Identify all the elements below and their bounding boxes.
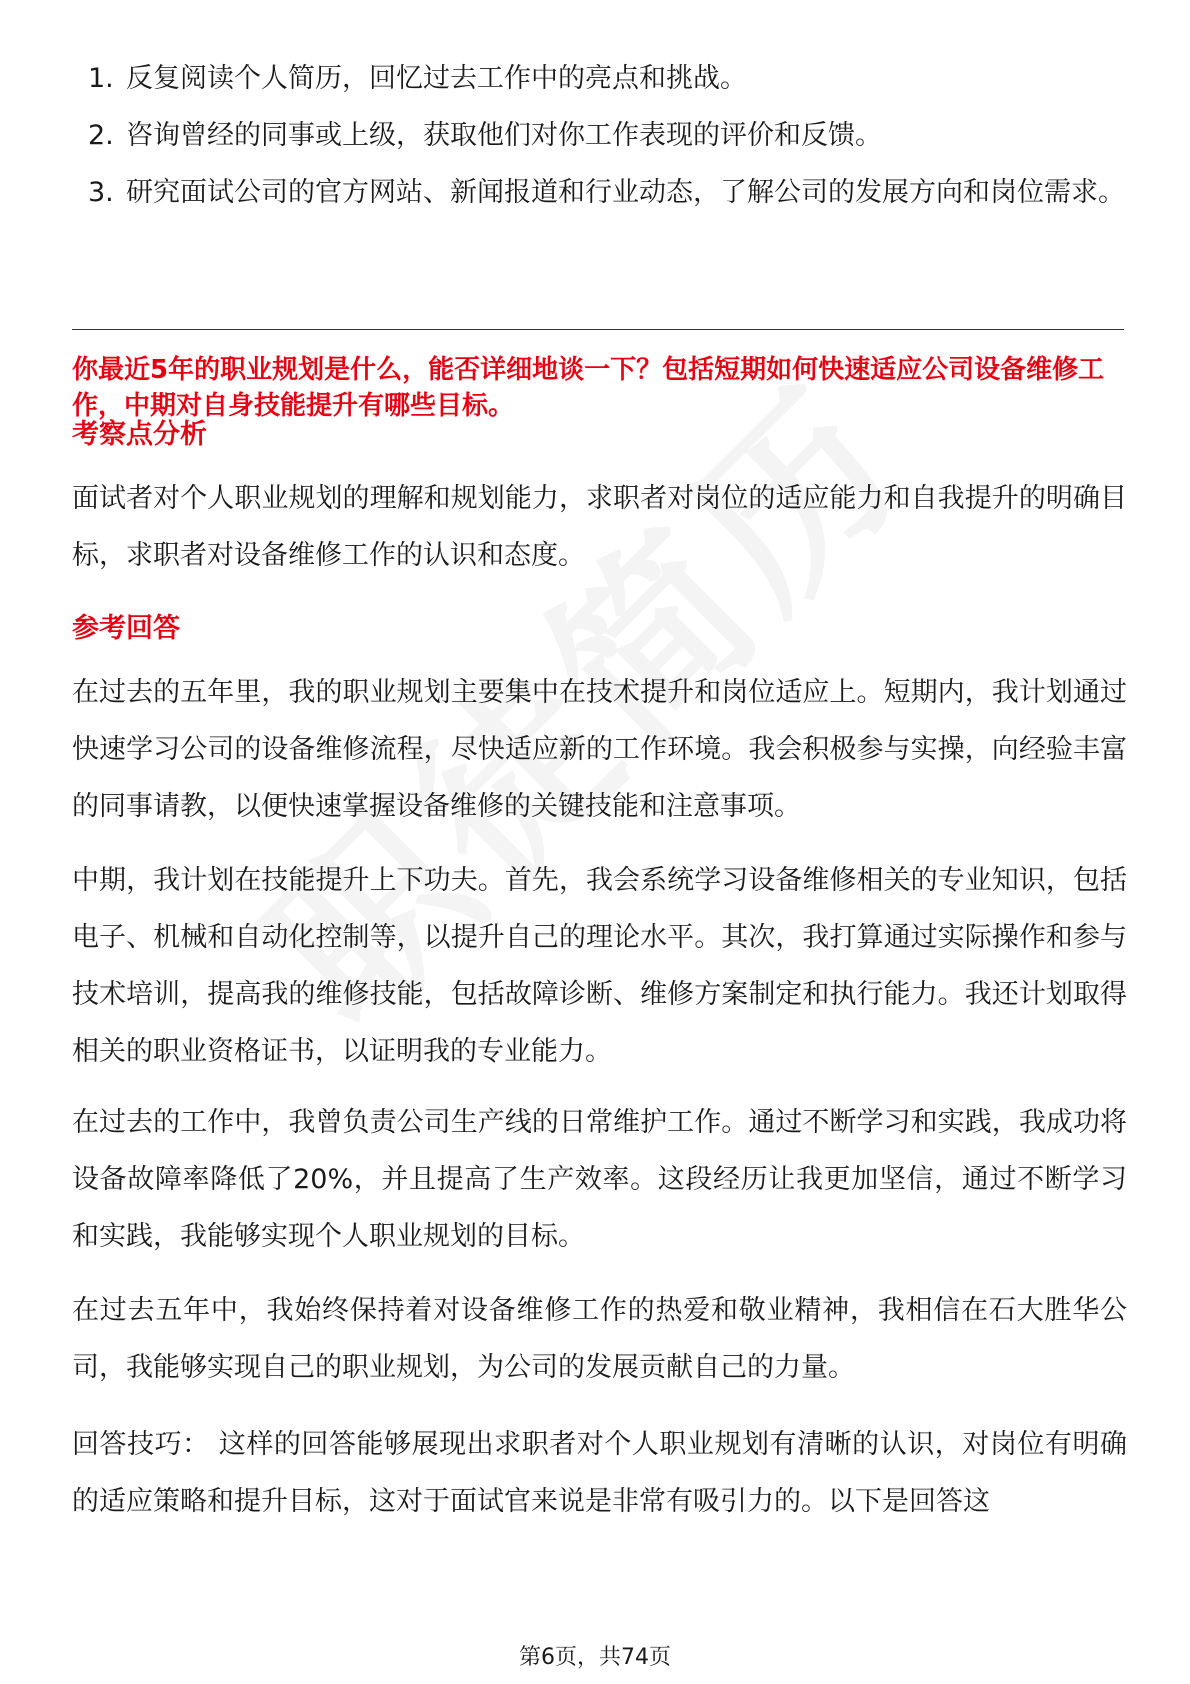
list-item [72, 50, 1132, 107]
analysis-heading: 考察点分析 [72, 419, 207, 450]
interview-question: 你最近5年的职业规划是什么，能否详细地谈一下？包括短期如何快速适应公司设备维修工作，中期对自身技能提升有哪些目标。 [72, 355, 1105, 421]
preparation-list [72, 50, 1132, 221]
answer-paragraph-3: 在过去的工作中，我曾负责公司生产线的日常维护工作。通过不断学习和实践，我成功将设备故障率降低了20%，并且提高了生产效率。这段经历让我更加坚信，通过不断学习和实践，我能够实现个人职业规划的目标。 [72, 1107, 1127, 1252]
list-item-text: 咨询曾经的同事或上级，获取他们对你工作表现的评价和反馈。 [126, 120, 882, 151]
answer-heading: 参考回答 [72, 613, 180, 644]
answer-tips-paragraph: 回答技巧： 这样的回答能够展现出求职者对个人职业规划有清晰的认识，对岗位有明确的适应策略和提升目标，这对于面试官来说是非常有吸引力的。以下是回答这 [72, 1429, 1127, 1517]
answer-paragraph-2: 中期，我计划在技能提升上下功夫。首先，我会系统学习设备维修相关的专业知识，包括电子、机械和自动化控制等，以提升自己的理论水平。其次，我打算通过实际操作和参与技术培训，提高我的维修技能，包括故障诊断、维修方案制定和执行能力。我还计划取得相关的职业资格证书，以证明我的专业能力。 [72, 865, 1127, 1067]
list-item [72, 164, 1132, 221]
page-number: 第6页，共74页 [519, 1645, 671, 1670]
section-divider [72, 329, 1124, 330]
answer-paragraph-1: 在过去的五年里，我的职业规划主要集中在技术提升和岗位适应上。短期内，我计划通过快速学习公司的设备维修流程，尽快适应新的工作环境。我会积极参与实操，向经验丰富的同事请教，以便快速掌握设备维修的关键技能和注意事项。 [72, 677, 1127, 822]
list-item-number: 2. [88, 120, 114, 151]
list-item-number: 3. [88, 177, 114, 208]
list-item-number: 1. [88, 63, 114, 94]
list-item [72, 107, 1132, 164]
list-item-text: 研究面试公司的官方网站、新闻报道和行业动态，了解公司的发展方向和岗位需求。 [126, 177, 1125, 208]
analysis-paragraph: 面试者对个人职业规划的理解和规划能力，求职者对岗位的适应能力和自我提升的明确目标，求职者对设备维修工作的认识和态度。 [72, 483, 1127, 571]
answer-paragraph-4: 在过去五年中，我始终保持着对设备维修工作的热爱和敬业精神，我相信在石大胜华公司，我能够实现自己的职业规划，为公司的发展贡献自己的力量。 [72, 1295, 1127, 1383]
list-item-text: 反复阅读个人简历，回忆过去工作中的亮点和挑战。 [126, 63, 747, 94]
